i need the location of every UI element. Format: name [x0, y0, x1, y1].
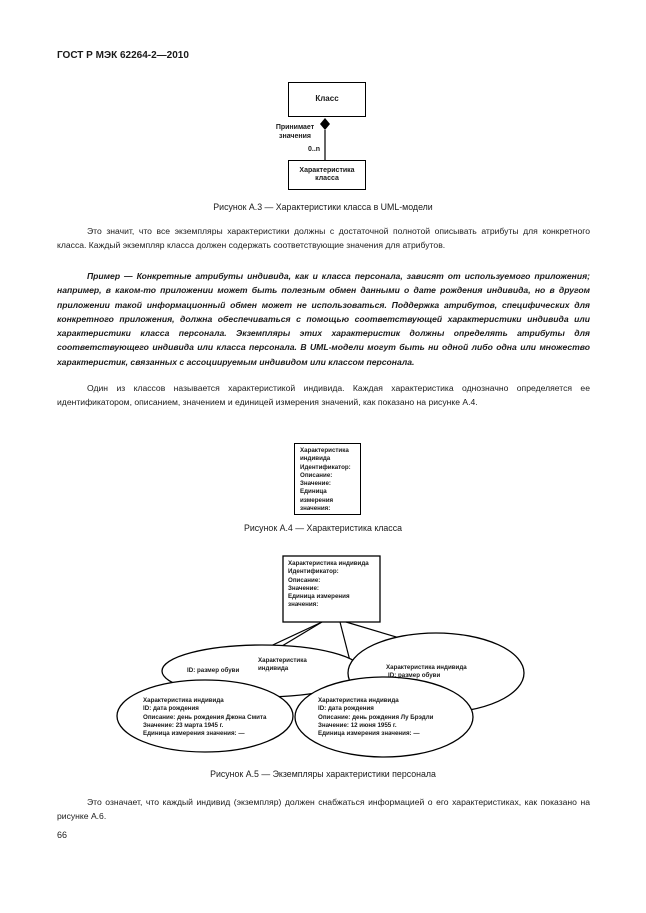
a5-big-left-text — [143, 697, 266, 738]
assoc-label-line1: Принимает — [275, 124, 315, 131]
a5-top-line: Характеристика индивида — [288, 560, 369, 567]
a5-top-line: Единица измерения — [288, 593, 350, 601]
assoc-label — [268, 123, 322, 141]
a4-line: Единица — [300, 488, 327, 496]
a5-small-right-title: Характеристика индивида — [386, 664, 467, 671]
class-label: Класс — [315, 94, 339, 104]
a4-line: Описание: — [300, 471, 333, 479]
a5-big-left-line: Значение: 23 марта 1945 г. — [143, 721, 224, 729]
a5-big-right-line: ID: дата рождения — [318, 705, 374, 713]
paragraph-4: Это означает, что каждый индивид (экземпляр) должен снабжаться информацией о его характеристиках, как показано на рисунке А.6. — [57, 797, 590, 822]
a5-small-left-title-line: Характеристика — [258, 657, 307, 664]
figure-a3-caption: Рисунок А.3 — Характеристики класса в UML-модели — [213, 202, 433, 212]
a4-line: значения: — [300, 505, 331, 513]
a5-top-box-text — [288, 560, 369, 610]
a5-small-left-id: ID: размер обуви — [187, 667, 240, 674]
paragraph-1: Это значит, что все экземпляры характеристики должны с достаточной полнотой описывать атрибуты для конкретного класса. Каждый экземпляр класса должен содержать соответствующие значения для атрибутов. — [57, 226, 590, 251]
a5-big-left-line: Описание: день рождения Джона Смита — [143, 713, 267, 721]
a4-line: Идентификатор: — [300, 463, 351, 471]
figure-a4-caption: Рисунок А.4 — Характеристика класса — [243, 523, 402, 533]
paragraph-3: Один из классов называется характеристикой индивида. Каждая характеристика однозначно определяется ее идентификатором, описанием, значением и единицей измерения значений, как показано на рисунке А.4. — [57, 383, 590, 408]
a5-big-right-line: Значение: 12 июня 1955 г. — [318, 721, 397, 729]
document-header: ГОСТ Р МЭК 62264-2—2010 — [57, 50, 189, 61]
class-box — [288, 82, 366, 117]
a5-big-left-line: ID: дата рождения — [143, 705, 199, 713]
a5-small-right-id: ID: размер обуви — [388, 672, 441, 680]
a5-big-right-line: Характеристика индивида — [318, 697, 399, 704]
a5-small-right-text — [386, 664, 467, 681]
char-box-line2: класса — [315, 175, 339, 182]
a5-big-right-line: Описание: день рождения Лу Брэдли — [318, 713, 434, 721]
figure-a5-caption: Рисунок А.5 — Экземпляры характеристики персонала — [210, 769, 436, 779]
a5-top-line: Описание: — [288, 576, 321, 584]
example-paragraph: Пример — Конкретные атрибуты индивида, как и класса персонала, зависят от используемого приложения; например, в каком-то приложении может быть полезным обмен данными о дате рождения индивида, но в другом приложении такой информационный обмен может не использоваться. Поддержка атрибутов, специфических для конкретного приложения, должна обеспечиваться с помощью соответствующей характеристики индивида или характеристики класса персонала. Экземпляры этих характеристик должны определять атрибуты для соответствующего индивида или класса персонала. В UML-модели могут быть ни одной либо одна или множество характеристик, связанных с ассоциируемым индивидом или классом персонала. — [57, 271, 590, 367]
a5-top-line: Значение: — [288, 584, 319, 592]
a5-top-line: Идентификатор: — [288, 568, 339, 576]
a5-big-left-line: Характеристика индивида — [143, 697, 224, 704]
multiplicity-label: 0..n — [308, 146, 321, 153]
class-characteristic-box — [288, 160, 366, 190]
a4-line: индивида — [300, 455, 331, 463]
a5-small-left-title — [258, 657, 307, 674]
assoc-label-line2: значения — [279, 133, 311, 140]
a5-top-line: значения: — [288, 601, 319, 609]
a5-big-left-line: Единица измерения значения: — — [143, 730, 245, 738]
a4-line: Характеристика — [300, 447, 349, 454]
a5-big-right-line: Единица измерения значения: — — [318, 730, 420, 738]
individual-characteristic-class-box — [294, 443, 361, 515]
a4-line: Значение: — [300, 480, 331, 488]
page-number: 66 — [57, 830, 68, 840]
a5-small-left-title-line: индивида — [258, 665, 289, 673]
a4-line: измерения — [300, 496, 334, 504]
a5-big-right-text — [318, 697, 433, 738]
char-box-line1: Характеристика — [299, 166, 355, 174]
